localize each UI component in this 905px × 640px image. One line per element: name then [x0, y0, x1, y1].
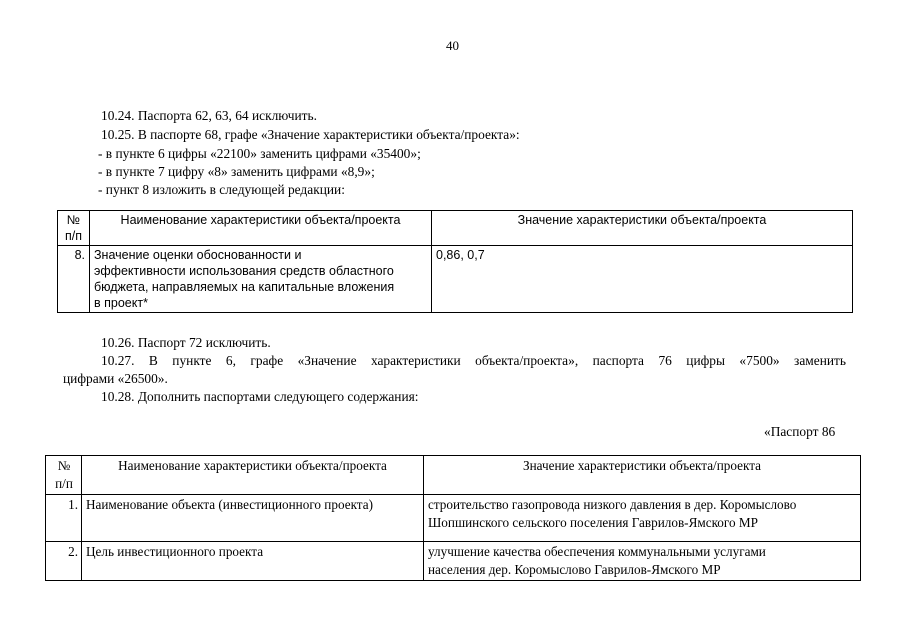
- row-name-line: эффективности использования средств областного: [94, 264, 394, 278]
- table-row: [46, 542, 861, 581]
- list-item-point-6: - в пункте 6 цифры «22100» заменить цифрами «35400»;: [98, 146, 421, 161]
- passport-86-table: [45, 455, 861, 581]
- row-name: Цель инвестиционного проекта: [82, 542, 424, 581]
- amendment-table: [57, 210, 853, 313]
- header-number: [46, 456, 82, 495]
- header-number-line2: п/п: [55, 476, 73, 491]
- row-value: 0,86, 0,7: [432, 246, 853, 313]
- paragraph-10-26: 10.26. Паспорт 72 исключить.: [101, 335, 271, 350]
- row-name: Наименование объекта (инвестиционного проекта): [82, 495, 424, 542]
- row-name-line: бюджета, направляемых на капитальные вложения: [94, 280, 395, 294]
- row-number: 1.: [46, 495, 82, 542]
- header-number: [58, 211, 90, 246]
- list-item-point-8: - пункт 8 изложить в следующей редакции:: [98, 182, 345, 197]
- passport-label: «Паспорт 86: [764, 424, 836, 439]
- table-row: [58, 246, 853, 313]
- header-value: Значение характеристики объекта/проекта: [424, 456, 861, 495]
- row-value: [424, 495, 861, 542]
- paragraph-10-28: 10.28. Дополнить паспортами следующего содержания:: [101, 389, 419, 404]
- paragraph-10-24: 10.24. Паспорта 62, 63, 64 исключить.: [101, 108, 317, 123]
- row-value-line: Шопшинского сельского поселения Гаврилов-Ямского МР: [428, 515, 758, 530]
- row-value-line: улучшение качества обеспечения коммунальными услугами: [428, 544, 766, 559]
- header-number-line2: п/п: [64, 229, 82, 243]
- header-number-line1: №: [66, 213, 81, 227]
- header-name: Наименование характеристики объекта/проекта: [90, 211, 432, 246]
- header-value: Значение характеристики объекта/проекта: [432, 211, 853, 246]
- table-header-row: [46, 456, 861, 495]
- row-value-line: строительство газопровода низкого давления в дер. Коромыслово: [428, 497, 797, 512]
- row-name-line: Значение оценки обоснованности и: [94, 248, 302, 262]
- row-value-line: населения дер. Коромыслово Гаврилов-Ямского МР: [428, 562, 721, 577]
- row-number: 8.: [58, 246, 90, 313]
- row-name: [90, 246, 432, 313]
- header-number-line1: №: [57, 458, 71, 473]
- paragraph-10-25: 10.25. В паспорте 68, графе «Значение характеристики объекта/проекта»:: [101, 127, 520, 142]
- page-number: 40: [446, 38, 459, 53]
- paragraph-10-27-continued: цифрами «26500».: [63, 371, 168, 386]
- table-row: [46, 495, 861, 542]
- table-header-row: [58, 211, 853, 246]
- row-name-line: в проект*: [94, 296, 148, 310]
- row-value: [424, 542, 861, 581]
- header-name: Наименование характеристики объекта/проекта: [82, 456, 424, 495]
- paragraph-10-27: 10.27. В пункте 6, графе «Значение характеристики объекта/проекта», паспорта 76 цифры «7500» заменить: [101, 353, 846, 368]
- list-item-point-7: - в пункте 7 цифру «8» заменить цифрами «8,9»;: [98, 164, 375, 179]
- row-number: 2.: [46, 542, 82, 581]
